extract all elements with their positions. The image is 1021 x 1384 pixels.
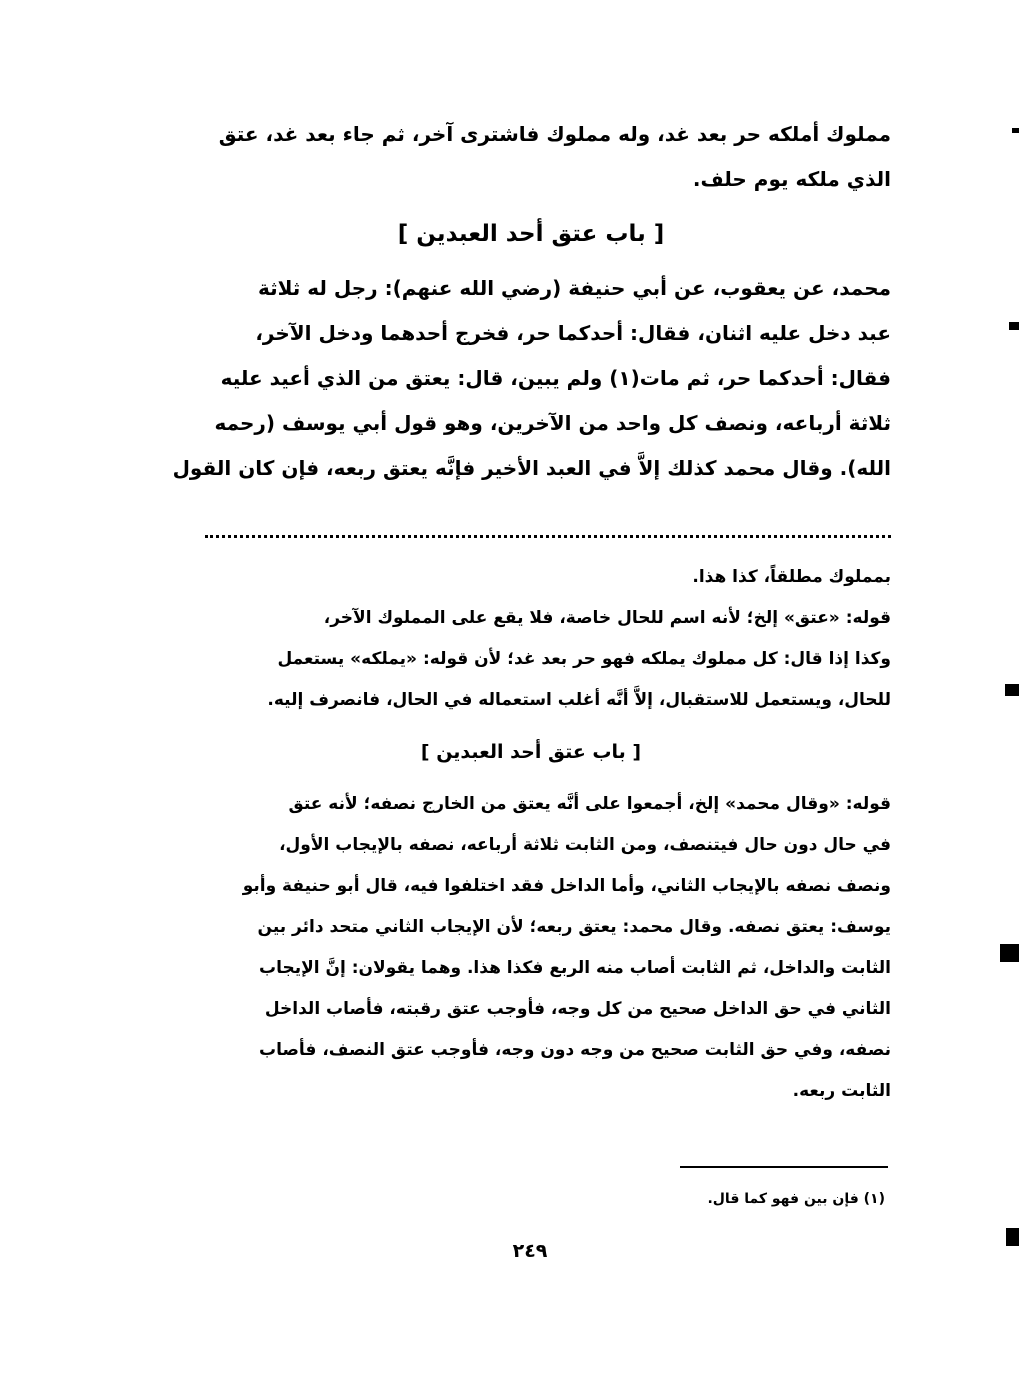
main-text-intro	[171, 112, 891, 202]
commentary-heading: [ باب عتق أحد العبدين ]	[420, 741, 642, 763]
scan-mark	[1009, 322, 1019, 330]
text-line: في حال دون حال فيتنصف، ومن الثابت ثلاثة أرباعه، نصفه بالإيجاب الأول،	[279, 835, 891, 855]
text-line: الثابت ربعه.	[792, 1081, 891, 1101]
text-line: محمد، عن يعقوب، عن أبي حنيفة (رضي الله عنهم): رجل له ثلاثة	[257, 276, 891, 300]
commentary-paragraph	[171, 784, 891, 1112]
commentary-intro	[171, 557, 891, 721]
page-number: ٢٤٩	[512, 1240, 548, 1262]
text-line: مملوك أملكه حر بعد غد، وله مملوك فاشترى آخر، ثم جاء بعد غد، عتق	[218, 122, 891, 146]
footnote: (١) فإن بين فهو كما قال.	[707, 1191, 885, 1207]
scan-mark	[1006, 1228, 1019, 1246]
dotted-separator	[205, 535, 891, 538]
scan-mark	[1000, 944, 1019, 962]
text-line: وكذا إذا قال: كل مملوك يملكه فهو حر بعد غد؛ لأن قوله: «يملكه» يستعمل	[277, 649, 891, 669]
text-line: ونصف نصفه بالإيجاب الثاني، وأما الداخل فقد اختلفوا فيه، قال أبو حنيفة وأبو	[242, 876, 891, 896]
text-line: ثلاثة أرباعه، ونصف كل واحد من الآخرين، وهو قول أبي يوسف (رحمه	[214, 411, 891, 435]
text-line: الثاني في حق الداخل صحيح من كل وجه، فأوجب عتق رقبته، فأصاب الداخل	[264, 999, 891, 1019]
footnote-rule	[680, 1166, 888, 1168]
text-line: قوله: «عتق» إلخ؛ لأنه اسم للحال خاصة، فلا يقع على المملوك الآخر،	[323, 608, 891, 628]
text-line: للحال، ويستعمل للاستقبال، إلاَّ أنَّه أغلب استعماله في الحال، فانصرف إليه.	[267, 690, 891, 710]
text-line: فقال: أحدكما حر، ثم مات(١) ولم يبين، قال: يعتق من الذي أعيد عليه	[220, 366, 891, 390]
text-line: قوله: «وقال محمد» إلخ، أجمعوا على أنَّه يعتق من الخارج نصفه؛ لأنه عتق	[288, 794, 891, 814]
chapter-heading: [ باب عتق أحد العبدين ]	[397, 221, 665, 247]
text-line: بمملوك مطلقاً، كذا هذا.	[692, 567, 891, 587]
main-text-paragraph	[171, 266, 891, 491]
scan-mark	[1012, 128, 1019, 133]
text-line: يوسف: يعتق نصفه. وقال محمد: يعتق ربعه؛ لأن الإيجاب الثاني متحد دائر بين	[257, 917, 891, 937]
text-line: الله). وقال محمد كذلك إلاَّ في العبد الأخير فإنَّه يعتق ربعه، فإن كان القول	[172, 456, 891, 480]
text-line: عبد دخل عليه اثنان، فقال: أحدكما حر، فخرج أحدهما ودخل الآخر،	[255, 321, 891, 345]
text-line: الذي ملكه يوم حلف.	[692, 167, 891, 191]
text-line: الثابت والداخل، ثم الثابت أصاب منه الربع فكذا هذا. وهما يقولان: إنَّ الإيجاب	[258, 958, 891, 978]
scan-mark	[1005, 684, 1019, 696]
text-line: نصفه، وفي حق الثابت صحيح من وجه دون وجه، فأوجب عتق النصف، فأصاب	[259, 1040, 891, 1060]
